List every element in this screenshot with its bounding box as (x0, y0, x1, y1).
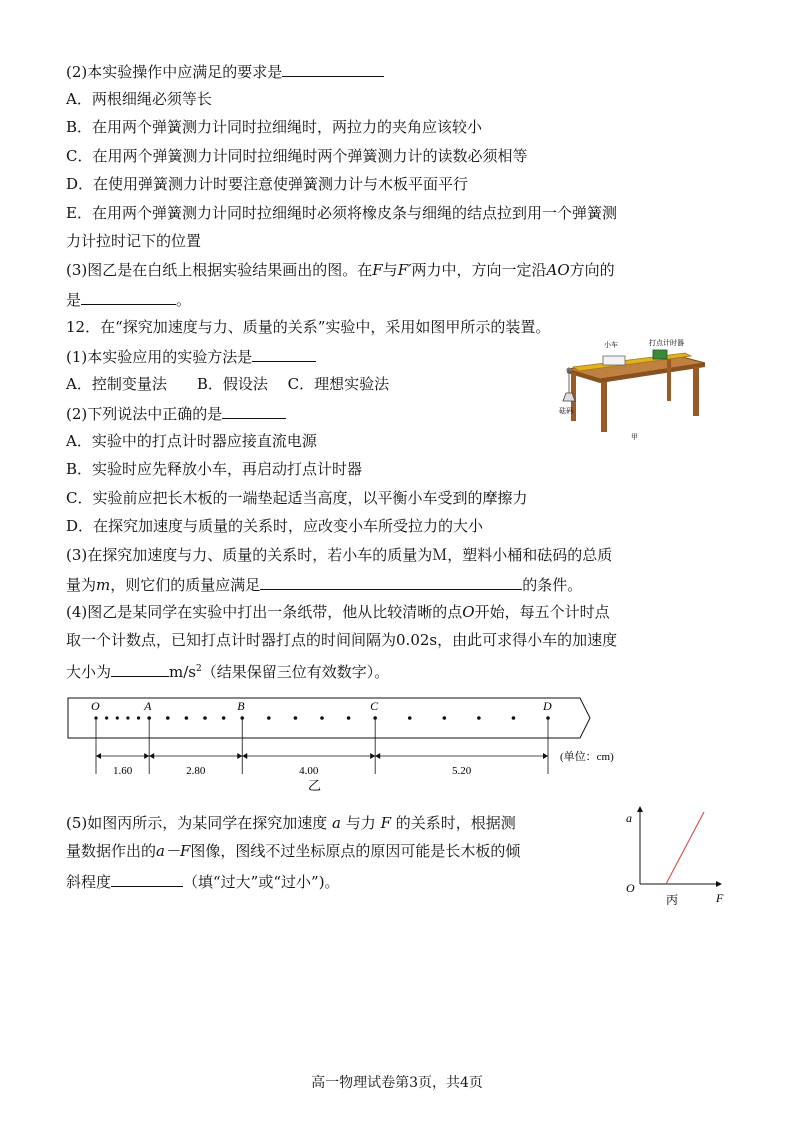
x-axis-label: F (716, 891, 724, 905)
arrow-left-icon (375, 753, 380, 759)
y-axis-label: a (626, 811, 632, 825)
q12-part5-cont: 量数据作出的a－F图像，图线不过坐标原点的原因可能是长木板的倾 (66, 842, 521, 860)
tape-dot (126, 716, 129, 719)
q12-part1-stem: (1)本实验应用的实验方法是 (66, 345, 316, 367)
tape-dot (166, 716, 170, 720)
tape-point-label: B (237, 699, 245, 713)
tape-dot (267, 716, 271, 720)
a-f-graph (618, 800, 728, 912)
option-line: E．在用两个弹簧测力计同时拉细绳时必须将橡皮条与细绳的结点拉到用一个弹簧测 (66, 204, 617, 222)
q12-part1-options: A．控制变量法 B．假设法 C．理想实验法 (66, 375, 390, 393)
tape-dot (203, 716, 207, 720)
option-line: B．实验时应先释放小车，再启动打点计时器 (66, 460, 363, 478)
unit-label: (单位：cm) (560, 751, 614, 763)
answer-blank[interactable] (282, 60, 384, 77)
weight-label: 砝码 (559, 407, 573, 415)
arrow-right-icon (144, 753, 149, 759)
tape-point-label: O (91, 699, 100, 713)
tape-point-label: D (543, 699, 552, 713)
paper-tape-figure (60, 690, 640, 800)
option-line: A．两根细绳必须等长 (66, 90, 212, 108)
tape-point-label: C (370, 699, 379, 713)
option-line: D．在探究加速度与质量的关系时，应改变小车所受拉力的大小 (66, 517, 484, 535)
q12-part4: (4)图乙是某同学在实验中打出一条纸带，他从比较清晰的点O开始，每五个计时点 (66, 603, 610, 621)
cart (603, 356, 625, 365)
arrow-left-icon (149, 753, 154, 759)
tape-dot (408, 716, 412, 720)
tape-dot (185, 716, 189, 720)
option-line: D．在使用弹簧测力计时要注意使弹簧测力计与木板平面平行 (66, 175, 469, 193)
arrow-right-icon (237, 753, 242, 759)
table-leg (601, 382, 607, 432)
tape-point-label: A (144, 699, 152, 713)
option-line: A．实验中的打点计时器应接直流电源 (66, 432, 317, 450)
arrow-right-icon (543, 753, 548, 759)
arrow-right-icon (370, 753, 375, 759)
answer-blank[interactable] (222, 402, 286, 419)
q12-part4-cont2: 大小为 $m/s^2$（结果保留三位有效数字）。 (66, 659, 389, 682)
timer-label: 打点计时器 (649, 339, 684, 347)
q12-part2-stem: (2)下列说法中正确的是 (66, 402, 286, 424)
page-footer: 高一物理试卷第3页，共4页 (311, 1075, 483, 1091)
answer-blank[interactable] (111, 660, 169, 677)
arrow-left-icon (96, 753, 101, 759)
apparatus-figure (545, 335, 715, 445)
tape-dot (222, 716, 226, 720)
figure-caption: 丙 (666, 893, 679, 907)
tape-dot (105, 716, 108, 719)
tape-dot (512, 716, 516, 720)
tape-dot (320, 716, 324, 720)
tape-dot (443, 716, 447, 720)
tape-dot (347, 716, 351, 720)
q12-part5: (5)如图丙所示，为某同学在探究加速度 a 与力 F 的关系时，根据测 (66, 814, 516, 832)
figure-caption: 乙 (308, 778, 322, 793)
q12-stem: 12．在“探究加速度与力、质量的关系”实验中，采用如图甲所示的装置。 (66, 318, 551, 336)
table-leg (693, 366, 699, 416)
answer-blank[interactable] (111, 870, 183, 887)
option-line-cont: 力计拉时记下的位置 (66, 232, 202, 250)
a-f-line (666, 812, 704, 884)
q11-part3: (3)图乙是在白纸上根据实验结果画出的图。在F与F′两力中，方向一定沿AO方向的 (66, 261, 615, 279)
q12-part5-cont2: 斜程度 （填“过大”或“过小”)。 (66, 870, 340, 892)
q11-part3-cont: 是 。 (66, 288, 191, 310)
segment-length-label: 4.00 (299, 765, 319, 777)
segment-length-label: 5.20 (451, 765, 472, 777)
option-line: B．在用两个弹簧测力计同时拉细绳时，两拉力的夹角应该较小 (66, 118, 483, 136)
timer (653, 350, 667, 359)
q11-part2-stem: (2)本实验操作中应满足的要求是 (66, 60, 384, 82)
q12-part4-cont: 取一个计数点，已知打点计时器打点的时间间隔为0.02s，由此可求得小车的加速度 (66, 631, 618, 649)
option-line: C．实验前应把长木板的一端垫起适当高度，以平衡小车受到的摩擦力 (66, 489, 528, 507)
table-leg (667, 359, 671, 401)
q12-part3: (3)在探究加速度与力、质量的关系时，若小车的质量为Ｍ，塑料小桶和砝码的总质 (66, 546, 613, 564)
answer-blank[interactable] (81, 288, 176, 305)
option-line: C．在用两个弹簧测力计同时拉细绳时两个弹簧测力计的读数必须相等 (66, 147, 528, 165)
arrow-left-icon (242, 753, 247, 759)
answer-blank[interactable] (252, 345, 316, 362)
y-axis-arrow-icon (637, 806, 643, 812)
x-axis-arrow-icon (716, 881, 722, 887)
answer-blank[interactable] (260, 573, 522, 590)
tape-dot (294, 716, 298, 720)
tape-dot (116, 716, 119, 719)
segment-length-label: 1.60 (112, 765, 133, 777)
segment-length-label: 2.80 (186, 765, 206, 777)
figure-caption: 甲 (631, 433, 638, 441)
tape-dot (477, 716, 481, 720)
origin-label: O (626, 881, 635, 895)
cart-label: 小车 (604, 341, 618, 349)
q12-part3-cont: 量为m，则它们的质量应满足 的条件。 (66, 573, 582, 595)
tape-dot (137, 716, 140, 719)
